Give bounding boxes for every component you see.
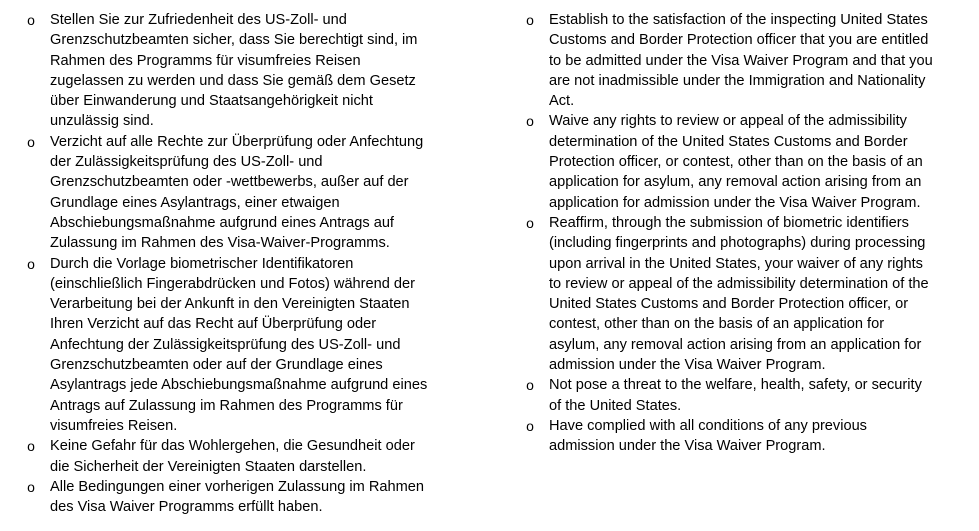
item-text-line: Grundlage eines Asylantrags, einer etwaigen: [50, 194, 340, 211]
item-text-line: die Sicherheit der Vereinigten Staaten darstellen.: [50, 458, 367, 475]
list-item: [25, 436, 455, 477]
item-text-line: to be admitted under the Visa Waiver Program and that you: [549, 52, 933, 69]
list-item: [25, 10, 455, 132]
list-item: [524, 111, 964, 212]
item-text-line: Anfechtung der Zulässigkeitsprüfung des US-Zoll- und: [50, 336, 401, 353]
bullet-icon: o: [526, 417, 534, 434]
bullet-icon: o: [27, 438, 35, 455]
item-text-line: Ihren Verzicht auf das Recht auf Überprüfung oder: [50, 316, 377, 333]
item-text-line: Stellen Sie zur Zufriedenheit des US-Zoll- und: [50, 12, 347, 28]
item-text-line: Reaffirm, through the submission of biometric identifiers: [549, 214, 909, 231]
item-text-line: visumfreies Reisen.: [50, 417, 178, 434]
item-text-line: determination of the United States Customs and Border: [549, 133, 908, 150]
item-text-line: des Visa Waiver Programms erfüllt haben.: [50, 499, 323, 516]
list-item: [524, 375, 964, 416]
item-text-line: der Zulässigkeitsprüfung des US-Zoll- und: [50, 154, 323, 171]
item-text-line: asylum, any removal action arising from an application for: [549, 336, 922, 353]
item-text-line: admission under the Visa Waiver Program.: [549, 357, 826, 374]
item-text-line: Protection officer, or contest, other than on the basis of an: [549, 154, 923, 171]
list-item: [25, 477, 455, 518]
item-text-line: Durch die Vorlage biometrischer Identifikatoren: [50, 255, 354, 272]
item-text-line: application for asylum, any removal action arising from an: [549, 174, 922, 191]
bullet-icon: o: [27, 133, 35, 150]
item-text-line: Keine Gefahr für das Wohlergehen, die Gesundheit oder: [50, 438, 415, 455]
item-text-line: Alle Bedingungen einer vorherigen Zulassung im Rahmen: [50, 478, 424, 495]
item-text-line: application for admission under the Visa Waiver Program.: [549, 194, 921, 211]
item-text-line: upon arrival in the United States, your waiver of any rights: [549, 255, 923, 272]
english-bullet-list: [524, 10, 964, 457]
item-text-line: United States Customs and Border Protection officer, or: [549, 296, 909, 313]
item-text-line: of the United States.: [549, 397, 682, 414]
bullet-icon: o: [526, 214, 534, 231]
german-bullet-list: [25, 10, 455, 517]
item-text-line: zugelassen zu werden und dass Sie gemäß dem Gesetz: [50, 72, 416, 89]
list-item: [524, 10, 964, 111]
item-text-line: to review or appeal of the admissibility determination of the: [549, 275, 929, 292]
list-item: [524, 416, 964, 457]
item-text-line: Have complied with all conditions of any previous: [549, 417, 867, 434]
item-text-line: (einschließlich Fingerabdrücken und Fotos) während der: [50, 275, 416, 292]
item-text-line: Asylantrags jede Abschiebungsmaßnahme aufgrund eines: [50, 377, 428, 394]
list-item: [524, 213, 964, 375]
item-text-line: Grenzschutzbeamten oder -wettbewerbs, außer auf der: [50, 174, 409, 191]
item-text-line: admission under the Visa Waiver Program.: [549, 438, 826, 455]
german-column: [25, 10, 455, 517]
bullet-icon: o: [27, 478, 35, 495]
list-item: [25, 132, 455, 254]
item-text-line: Verarbeitung bei der Ankunft in den Vereinigten Staaten: [50, 296, 410, 313]
list-item: [25, 254, 455, 437]
bullet-icon: o: [27, 255, 35, 272]
bullet-icon: o: [526, 113, 534, 130]
item-text-line: Antrags auf Zulassung im Rahmen des Programms für: [50, 397, 403, 414]
item-text-line: Customs and Border Protection officer that you are entitled: [549, 32, 929, 49]
item-text-line: Verzicht auf alle Rechte zur Überprüfung oder Anfechtung: [50, 133, 424, 150]
bullet-icon: o: [526, 12, 534, 28]
item-text-line: Establish to the satisfaction of the inspecting United States: [549, 12, 928, 28]
item-text-line: are not inadmissible under the Immigration and Nationality: [549, 72, 926, 89]
item-text-line: unzulässig sind.: [50, 113, 154, 130]
item-text-line: über Einwanderung und Staatsangehörigkeit nicht: [50, 93, 373, 110]
item-text-line: Not pose a threat to the welfare, health, safety, or security: [549, 377, 922, 394]
english-column: [524, 10, 964, 457]
item-text-line: contest, other than on the basis of an application for: [549, 316, 885, 333]
item-text-line: Act.: [549, 93, 575, 110]
item-text-line: Waive any rights to review or appeal of the admissibility: [549, 113, 907, 130]
bullet-icon: o: [27, 12, 35, 28]
bullet-icon: o: [526, 377, 534, 394]
item-text-line: Zulassung im Rahmen des Visa-Waiver-Programms.: [50, 235, 390, 252]
item-text-line: Grenzschutzbeamten oder auf der Grundlage eines: [50, 357, 383, 374]
item-text-line: Abschiebungsmaßnahme aufgrund eines Antrags auf: [50, 214, 394, 231]
item-text-line: (including fingerprints and photographs) during processing: [549, 235, 926, 252]
item-text-line: Grenzschutzbeamten sicher, dass Sie berechtigt sind, im: [50, 32, 418, 49]
item-text-line: Rahmen des Programms für visumfreies Reisen: [50, 52, 361, 69]
